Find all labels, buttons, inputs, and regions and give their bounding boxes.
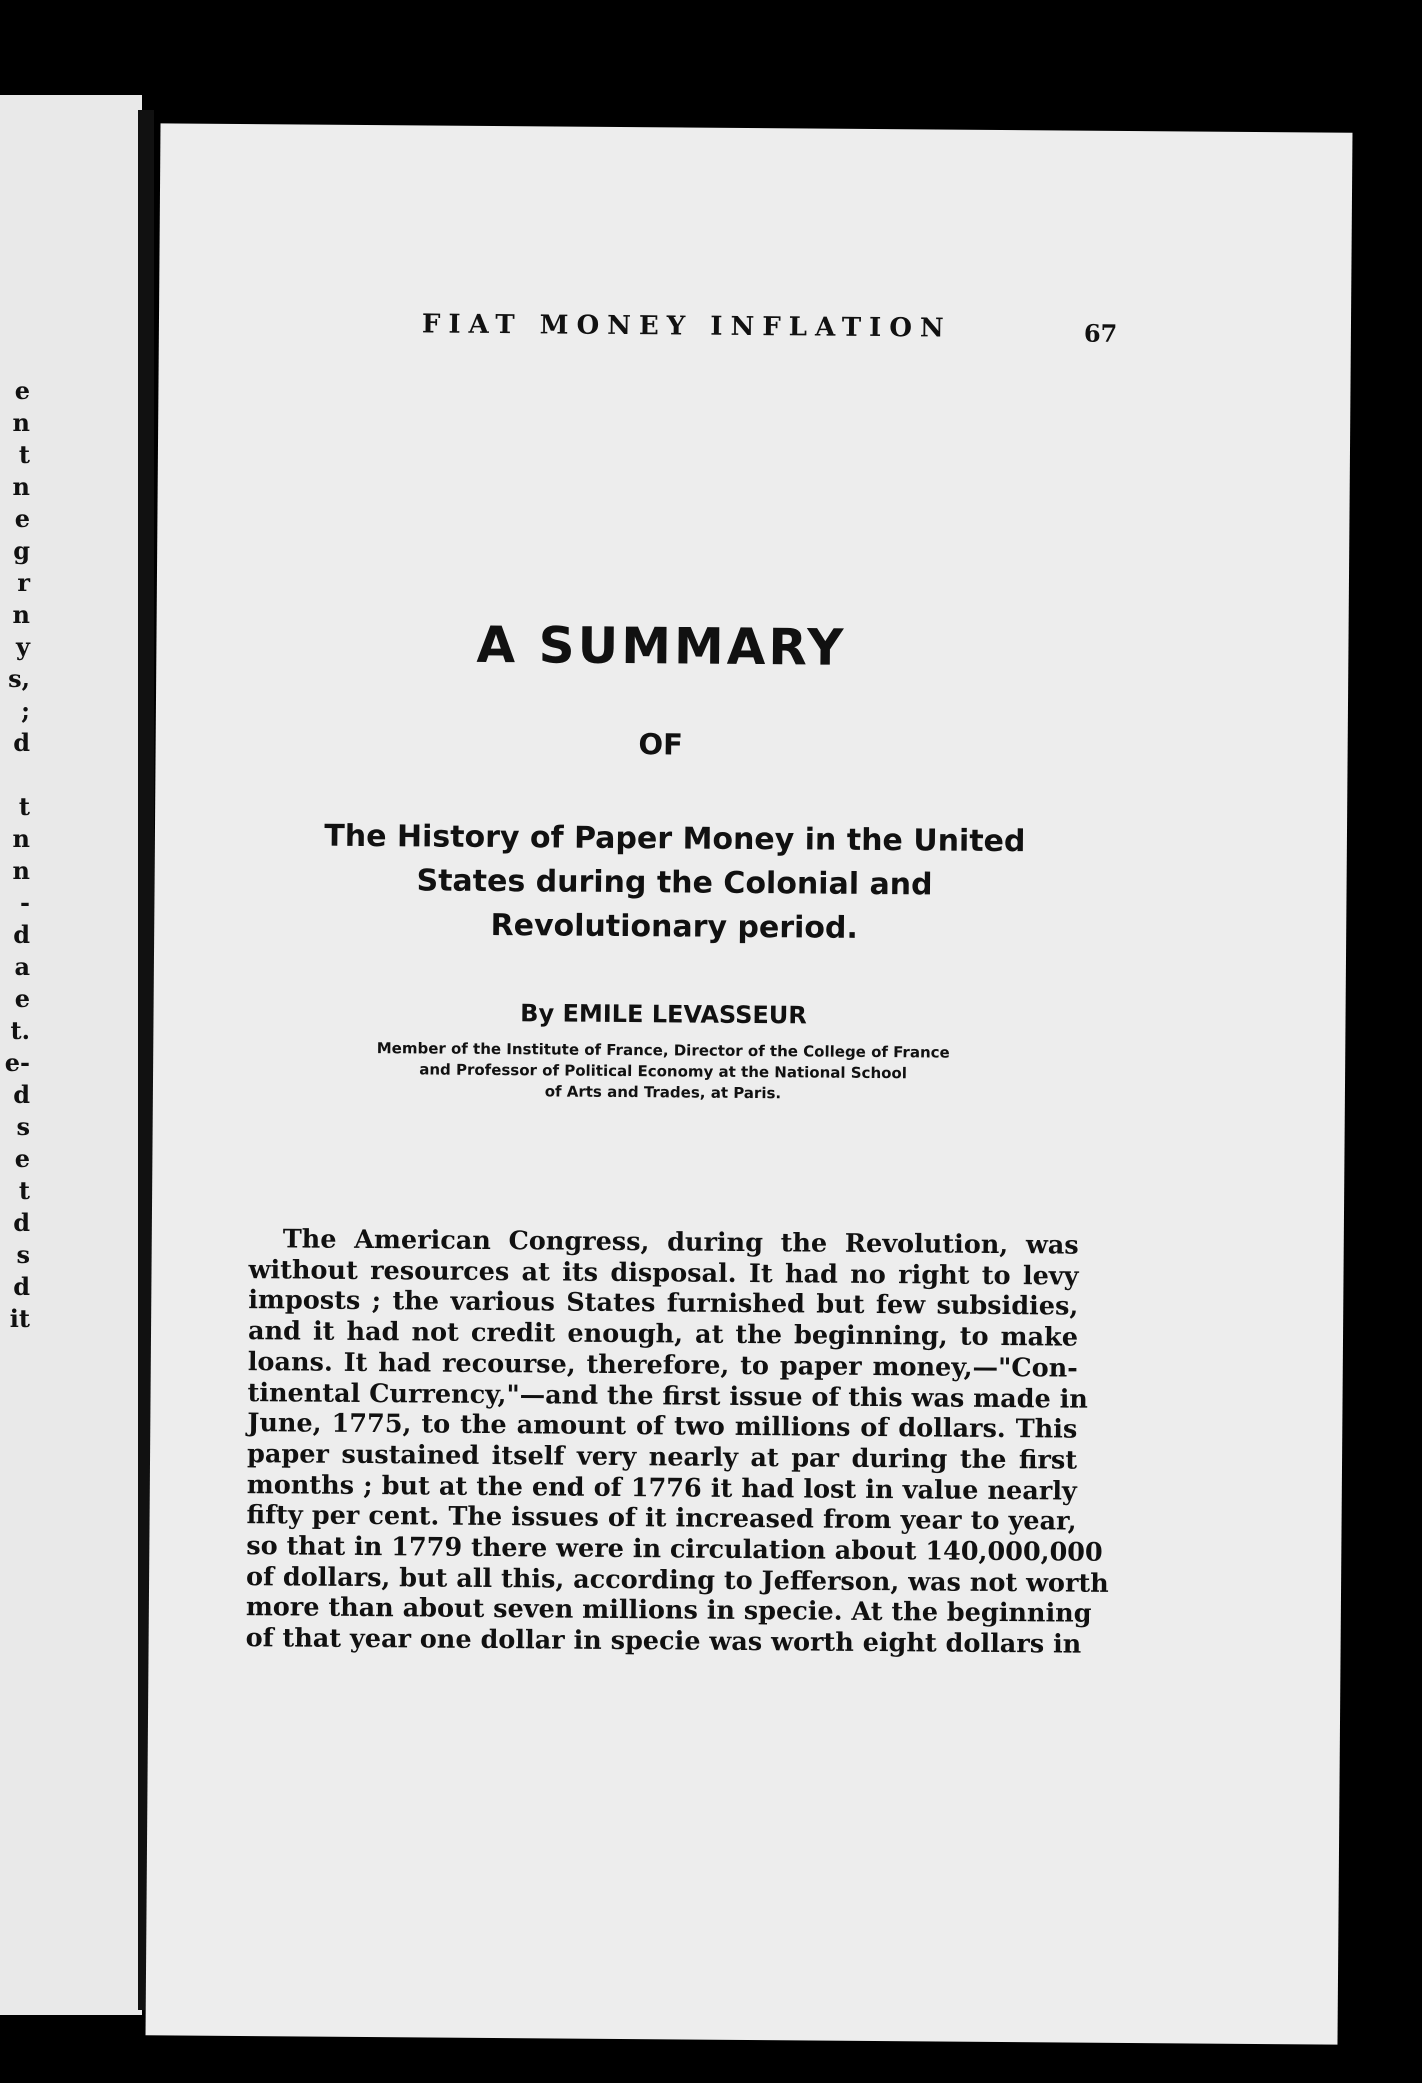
body-line: fifty per cent. The issues of it increased from year to year, <box>246 1500 1077 1537</box>
author-byline: By EMILE LEVASSEUR <box>520 999 807 1030</box>
edge-letter: d <box>13 1272 30 1301</box>
body-line: and it had not credit enough, at the beginning, to make <box>247 1316 1079 1353</box>
body-line: loans. It had recourse, therefore, to paper money,—"Con- <box>247 1346 1078 1384</box>
edge-letter: n <box>12 472 30 501</box>
body-paragraph <box>245 1224 1109 1660</box>
body-line: of dollars, but all this, according to Jefferson, was not worth <box>245 1561 1109 1599</box>
edge-letter: n <box>12 408 30 437</box>
edge-letter: e <box>14 504 30 533</box>
edge-letter: it <box>9 1304 30 1333</box>
edge-letter: n <box>12 856 30 885</box>
edge-letter: t. <box>10 1016 30 1045</box>
article-title: A SUMMARY <box>476 615 847 677</box>
edge-letter: s <box>16 1112 30 1141</box>
body-line: without resources at its disposal. It had no right to levy <box>248 1254 1079 1292</box>
edge-letter: e <box>14 1144 30 1173</box>
subtitle-line: The History of Paper Money in the United <box>324 818 1026 860</box>
body-line: tinental Currency,"—and the first issue of this was made in <box>247 1377 1089 1415</box>
edge-letter: - <box>20 888 30 917</box>
affiliation-line: of Arts and Trades, at Paris. <box>544 1082 782 1103</box>
book-page <box>146 123 1353 2044</box>
running-head: FIAT MONEY INFLATION <box>421 309 952 344</box>
affiliation-line: Member of the Institute of France, Director of the College of France <box>376 1039 950 1062</box>
body-line: so that in 1779 there were in circulation about 140,000,000 <box>246 1531 1103 1568</box>
edge-letter: t <box>18 1176 30 1205</box>
edge-letter: ; <box>21 696 30 725</box>
body-line: of that year one dollar in specie was worth eight dollars in <box>245 1623 1082 1660</box>
article-subtitle <box>304 815 1045 953</box>
edge-letter: y <box>16 632 30 661</box>
affiliation-line: and Professor of Political Economy at the National School <box>419 1060 907 1083</box>
body-line: imposts ; the various States furnished but few subsidies, <box>248 1285 1079 1322</box>
edge-letter: d <box>13 920 30 949</box>
title-of: OF <box>638 727 684 762</box>
edge-letter: a <box>14 952 30 981</box>
edge-letter: e <box>14 376 30 405</box>
body-line: The American Congress, during the Revolution, was <box>282 1224 1079 1261</box>
edge-letter: s <box>16 1240 30 1269</box>
edge-letter: t <box>18 792 30 821</box>
edge-letter: t <box>18 440 30 469</box>
page-number: 67 <box>1083 318 1118 348</box>
subtitle-line: Revolutionary period. <box>490 907 858 946</box>
edge-letter: d <box>13 1208 30 1237</box>
edge-letter: e <box>14 984 30 1013</box>
edge-letter: d <box>13 728 30 757</box>
edge-letter <box>0 759 30 791</box>
body-line: June, 1775, to the amount of two millions of dollars. This <box>247 1408 1078 1445</box>
edge-letter: e- <box>4 1048 30 1077</box>
body-line: more than about seven millions in specie. At the beginning <box>245 1592 1092 1630</box>
facing-page-letters <box>0 375 30 1335</box>
edge-letter: n <box>12 824 30 853</box>
edge-letter: s, <box>8 664 30 693</box>
edge-letter: d <box>13 1080 30 1109</box>
body-line: months ; but at the end of 1776 it had lost in value nearly <box>246 1469 1077 1507</box>
author-affiliation <box>303 1037 1023 1106</box>
subtitle-line: States during the Colonial and <box>416 863 933 903</box>
edge-letter: r <box>17 568 30 597</box>
edge-letter: g <box>13 536 30 565</box>
body-line: paper sustained itself very nearly at par during the first <box>246 1438 1078 1476</box>
edge-letter: n <box>12 600 30 629</box>
